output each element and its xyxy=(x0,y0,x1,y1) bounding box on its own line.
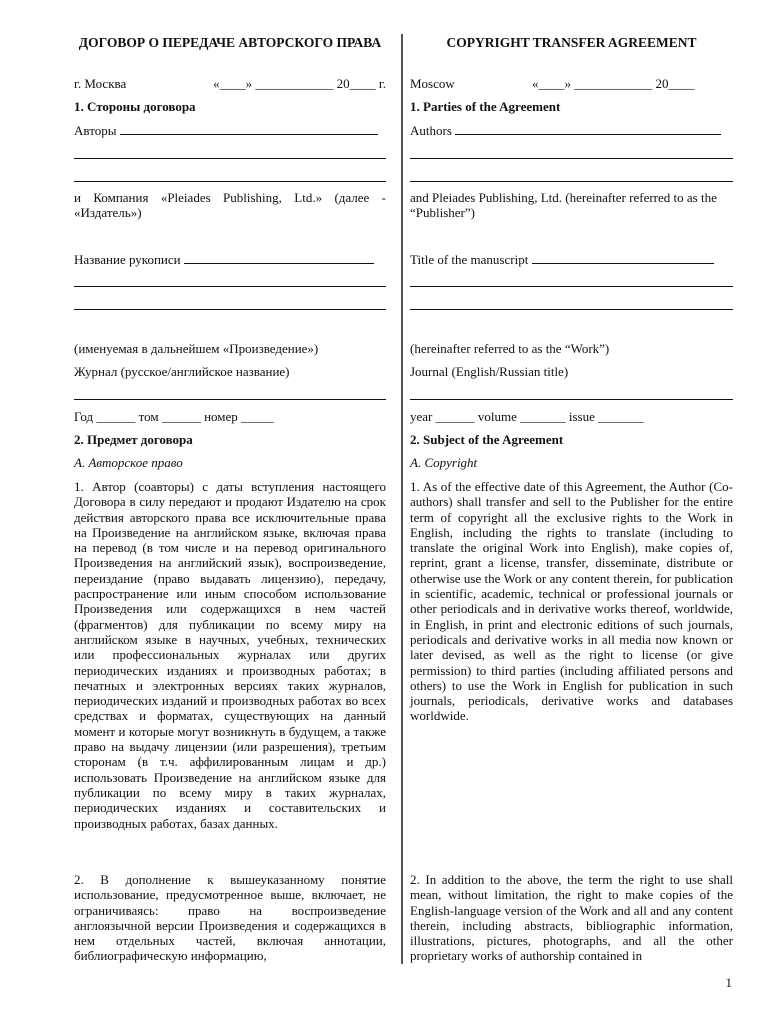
en-authors-field[interactable] xyxy=(455,122,721,135)
ru-date: «____» ____________ 20____ г. xyxy=(213,76,386,91)
ru-title: ДОГОВОР О ПЕРЕДАЧЕ АВТОРСКОГО ПРАВА xyxy=(78,35,382,50)
en-subsection-copyright: A. Copyright xyxy=(410,455,478,470)
ru-authors-label: Авторы xyxy=(74,123,117,138)
en-section-subject: 2. Subject of the Agreement xyxy=(410,432,564,447)
en-work-reference: (hereinafter referred to as the “Work”) xyxy=(410,341,610,356)
ru-authors-line-3[interactable] xyxy=(74,181,386,182)
ru-manuscript-row xyxy=(74,251,386,267)
ru-work-reference: (именуемая в дальнейшем «Произведение») xyxy=(74,341,319,356)
en-journal-line[interactable] xyxy=(410,399,733,400)
ru-company: и Компания «Pleiades Publishing, Ltd.» (далее - «Издатель») xyxy=(74,190,386,221)
en-manuscript-row xyxy=(410,251,733,267)
en-date: «____» ____________ 20____ xyxy=(532,76,695,91)
ru-section-subject: 2. Предмет договора xyxy=(74,432,193,447)
page-number: 1 xyxy=(725,975,732,990)
en-company: and Pleiades Publishing, Ltd. (hereinafter referred to as the “Publisher”) xyxy=(410,190,717,221)
en-paragraph-2: 2. In addition to the above, the term the right to use shall mean, without limitation, the right to make copies of the English-language version of the Work and all and any content therein, including abstracts, bibliographic information, illustrations, pictures, photographs, and all the other proprietary works of authorship contained in xyxy=(410,872,733,964)
en-title: COPYRIGHT TRANSFER AGREEMENT xyxy=(446,35,697,50)
en-manuscript-line-2[interactable] xyxy=(410,286,733,287)
ru-place-date xyxy=(74,76,386,91)
en-manuscript-label: Title of the manuscript xyxy=(410,252,529,267)
ru-manuscript-label: Название рукописи xyxy=(74,252,181,267)
en-authors-label: Authors xyxy=(410,123,452,138)
ru-manuscript-line-2[interactable] xyxy=(74,286,386,287)
ru-journal-line[interactable] xyxy=(74,399,386,400)
en-authors-line-3[interactable] xyxy=(410,181,733,182)
en-journal-label: Journal (English/Russian title) xyxy=(410,364,569,379)
en-paragraph-1: 1. As of the effective date of this Agreement, the Author (Co-authors) shall transfer and sell to the Publisher for the entire term of copyright all the exclusive rights to the Work in English, including the rights to translate (including to translate the original Work into English), make copies of, reprint, grant a license, transfer, disseminate, distribute or otherwise use the Work or any content therein, for publication in scientific, academic, technical or professional journals or other periodicals and in derivative works thereof, worldwide, in English, in print and electronic editions of such journals, periodicals and derivative works in all media now known or later devised, as well as the right to license (or give permission) to third parties (including affiliated persons and others) to use the Work in English for publication in such journals, periodicals, derivative works and databases worldwide. xyxy=(410,479,733,724)
en-year-volume-issue: year ______ volume _______ issue _______ xyxy=(410,409,644,424)
ru-authors-line-2[interactable] xyxy=(74,158,386,159)
en-place-date xyxy=(410,76,733,91)
en-manuscript-line-3[interactable] xyxy=(410,309,733,310)
ru-paragraph-1: 1. Автор (соавторы) с даты вступления настоящего Договора в силу передают и продают Издателю на срок действия авторского права все исключительные права на Произведение на английском языке, включая права на перевод (в том числе и на перевод оригинального Произведения на английский язык), воспроизведение, переиздание (право выдавать лицензию), передачу, распространение или иным способом использование Произведения или содержащихся в нем частей (фрагментов) для публикации по всему миру на английском языке в научных, учебных, технических или профессиональных журналах или других периодических изданиях и производных работах; в печатных и электронных версиях таких журналов, периодических изданий и производных работах во всех средствах и форматах, существующих на данный момент и которые могут возникнуть в будущем, а также право на выдачу лицензии (или разрешения), третьим сторонам (в т.ч. аффилированным лицам и др.) использовать Произведение на английском языке для публикации по всему миру в таких журналах, периодических изданиях и составительских и производных работах, базах данных. xyxy=(74,479,386,831)
en-section-parties: 1. Parties of the Agreement xyxy=(410,99,561,114)
en-authors-row xyxy=(410,122,733,138)
ru-paragraph-2: 2. В дополнение к вышеуказанному понятие использование, предусмотренное выше, включает, не ограничиваясь: право на воспроизведение англоязычной версии Произведения и содержащихся в нем отдельных частей, включая аннотации, библиографическую информацию, xyxy=(74,872,386,964)
ru-subsection-copyright: А. Авторское право xyxy=(74,455,183,470)
en-city: Moscow xyxy=(410,76,455,91)
ru-year-volume-issue: Год ______ том ______ номер _____ xyxy=(74,409,274,424)
ru-journal-label: Журнал (русское/английское название) xyxy=(74,364,290,379)
ru-authors-row xyxy=(74,122,386,138)
column-divider xyxy=(401,34,403,964)
ru-city: г. Москва xyxy=(74,76,127,91)
ru-manuscript-field[interactable] xyxy=(184,251,374,264)
en-manuscript-field[interactable] xyxy=(532,251,714,264)
ru-authors-field[interactable] xyxy=(120,122,378,135)
en-authors-line-2[interactable] xyxy=(410,158,733,159)
ru-manuscript-line-3[interactable] xyxy=(74,309,386,310)
ru-section-parties: 1. Стороны договора xyxy=(74,99,196,114)
